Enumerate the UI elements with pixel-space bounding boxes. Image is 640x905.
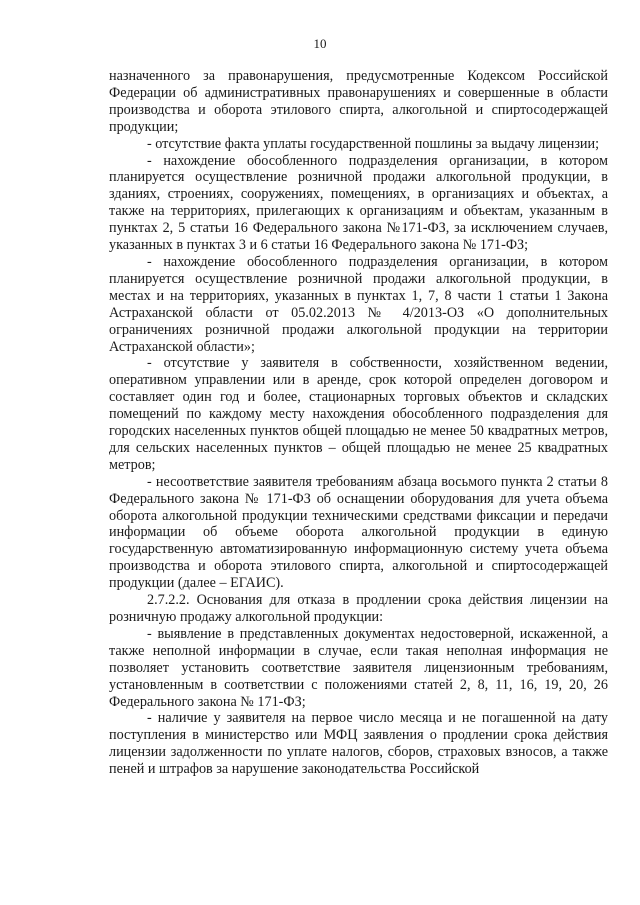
paragraph: - отсутствие у заявителя в собственности, хозяйственном ведении, оперативном управлении или в аренде, срок которой определен договором и составляет один год и более, стационарных торговых объектов и складских помещений по каждому месту нахождения обособленного подразделения для городских населенных пунктов общей площадью не менее 50 квадратных метров, для сельских населенных пунктов – общей площадью не менее 25 квадратных метров; bbox=[109, 355, 608, 473]
paragraph: - выявление в представленных документах недостоверной, искаженной, а также неполной информации в случае, если такая неполная информация не позволяет установить соответствие заявителя лицензионным требованиям, установленным в соответствии с положениями статей 2, 8, 11, 16, 19, 20, 26 Федерального закона № 171-ФЗ; bbox=[109, 625, 608, 710]
paragraph: - наличие у заявителя на первое число месяца и не погашенной на дату поступления в министерство или МФЦ заявления о продлении срока действия лицензии задолженности по уплате налогов, сборов, страховых взносов, а также пеней и штрафов за нарушение законодательства Российской bbox=[109, 710, 608, 778]
paragraph: - несоответствие заявителя требованиям абзаца восьмого пункта 2 статьи 8 Федерального закона № 171-ФЗ об оснащении оборудования для учета объема оборота алкогольной продукции техническими средствами фиксации и передачи информации об объеме оборота алкогольной продукции в единую государственную автоматизированную информационную систему учета объема производства и оборота этилового спирта, алкогольной и спиртосодержащей продукции (далее – ЕГАИС). bbox=[109, 473, 608, 592]
paragraph: - отсутствие факта уплаты государственной пошлины за выдачу лицензии; bbox=[147, 135, 600, 152]
paragraph: - нахождение обособленного подразделения организации, в котором планируется осуществление розничной продажи алкогольной продукции, в зданиях, строениях, сооружениях, помещениях, в организациях и объектах, а также на территориях, прилегающих к организациям и объектам, указанным в пунктах 2, 5 статьи 16 Федерального закона №171-ФЗ, за исключением случаев, указанных в пунктах 3 и 6 статьи 16 Федерального закона № 171-ФЗ; bbox=[109, 152, 608, 254]
page-number: 10 bbox=[313, 36, 327, 51]
paragraph: - нахождение обособленного подразделения организации, в котором планируется осуществление розничной продажи алкогольной продукции, в местах и на территориях, указанных в пунктах 1, 7, 8 части 1 статьи 1 Закона Астраханской области от 05.02.2013 № 4/2013-ОЗ «О дополнительных ограничениях розничной продажи алкогольной продукции на территории Астраханской области»; bbox=[109, 253, 608, 355]
paragraph: назначенного за правонарушения, предусмотренные Кодексом Российской Федерации об административных правонарушениях и совершенные в области производства и оборота этилового спирта, алкогольной и спиртосодержащей продукции; bbox=[109, 68, 608, 135]
paragraph: 2.7.2.2. Основания для отказа в продлении срока действия лицензии на розничную продажу алкогольной продукции: bbox=[109, 592, 608, 625]
document-body bbox=[109, 68, 608, 778]
